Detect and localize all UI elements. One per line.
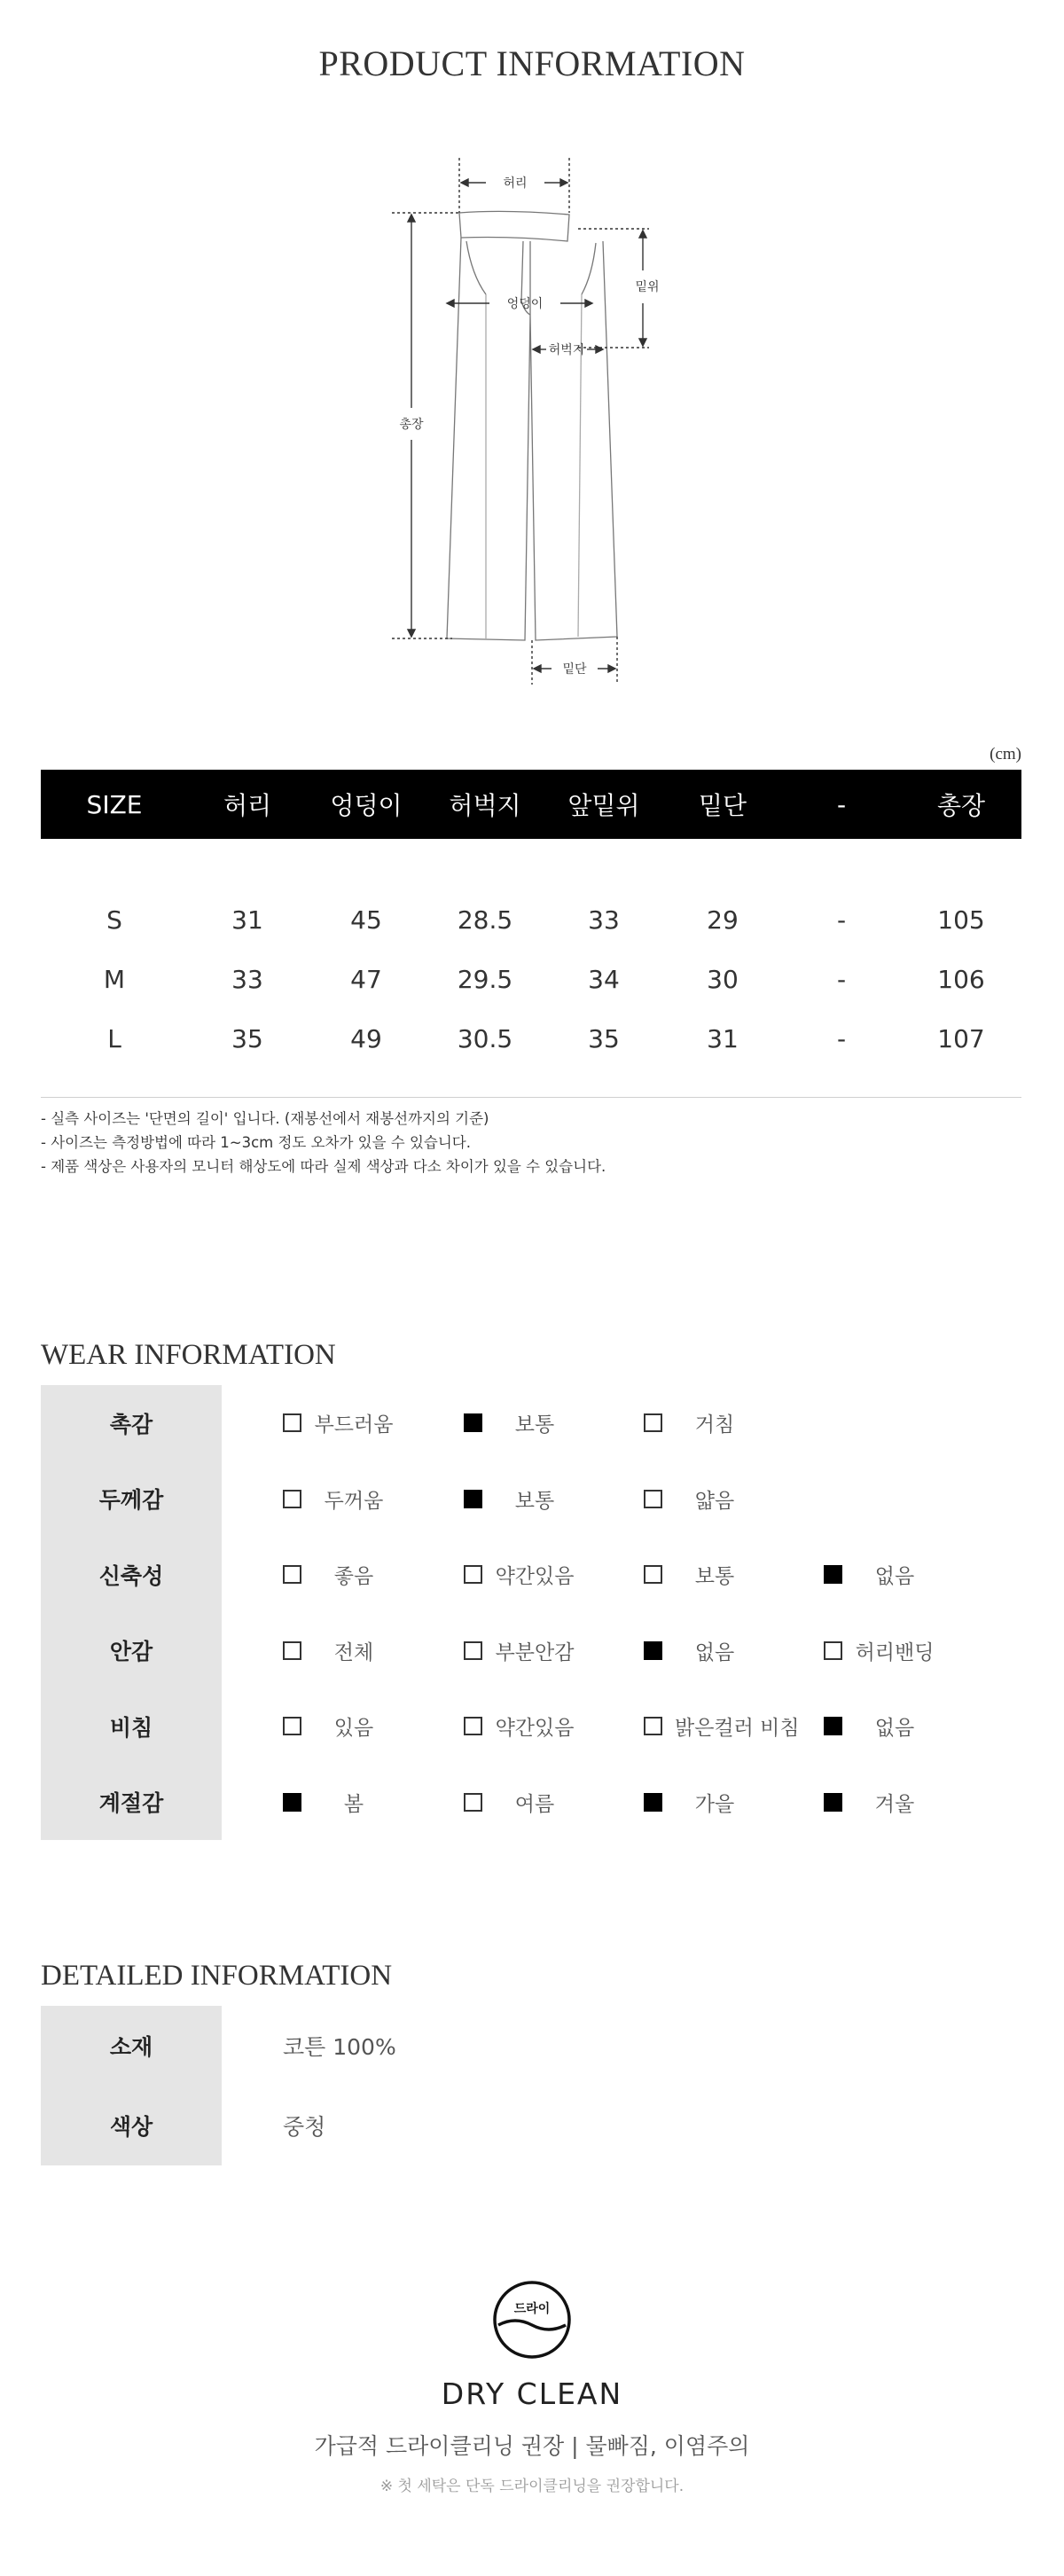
wear-option [464,1688,575,1765]
wear-option-label: 보통 [514,1489,555,1513]
wear-option [644,1688,800,1765]
unchecked-box-icon [824,1641,842,1660]
table-cell: 34 [588,965,620,994]
detail-value: 코튼 100% [283,2034,396,2060]
wear-row [41,1461,1021,1538]
table-cell: 31 [231,905,263,935]
wear-row [41,1537,1021,1613]
table-cell: - [836,965,847,994]
label-rise: 밑위 [635,280,660,294]
wear-option [283,1613,394,1689]
label-length: 총장 [399,418,424,432]
wear-option [464,1537,575,1613]
unchecked-box-icon [283,1490,301,1508]
wear-option [644,1461,755,1538]
unchecked-box-icon [464,1717,482,1735]
table-cell: - [836,905,847,935]
table-cell: - [836,1024,847,1053]
wear-option-label: 부분안감 [495,1640,575,1664]
table-cell: 35 [588,1024,620,1053]
wear-option [464,1461,575,1538]
unchecked-box-icon [283,1641,301,1660]
checked-box-icon [644,1641,662,1660]
wear-label: 비침 [41,1688,222,1765]
detail-row-color [41,2086,1021,2165]
wear-option [283,1537,394,1613]
table-cell: L [107,1024,121,1053]
wear-row [41,1688,1021,1765]
note-line: - 제품 색상은 사용자의 모니터 해상도에 따라 실제 색상과 다소 차이가 있을 수 있습니다. [41,1158,606,1175]
checked-box-icon [464,1490,482,1508]
wear-option [464,1385,575,1461]
detail-label: 소재 [41,2006,222,2086]
table-cell: 29.5 [457,965,513,994]
unchecked-box-icon [464,1565,482,1584]
wear-option-label: 없음 [874,1565,915,1589]
wear-information-title: WEAR INFORMATION [41,1339,336,1371]
wear-option [824,1537,935,1613]
wear-option-label: 좋음 [333,1565,374,1589]
label-hem: 밑단 [562,662,587,677]
wear-option [644,1613,755,1689]
table-row [41,890,1021,950]
size-table [41,770,1021,1069]
header-cell: 허리 [223,791,272,820]
care-title: DRY CLEAN [441,2376,623,2411]
header-cell: 총장 [936,791,986,820]
table-cell: 107 [937,1024,985,1053]
note-line: - 실측 사이즈는 '단면의 길이' 입니다. (재봉선에서 재봉선까지의 기준) [41,1110,489,1127]
wear-option-label: 허리밴딩 [855,1640,935,1664]
care-description: 가급적 드라이클리닝 권장 | 물빠짐, 이염주의 [314,2433,750,2459]
size-notes [41,1107,606,1178]
unchecked-box-icon [283,1565,301,1584]
care-instructions [0,2279,1064,2495]
wear-label: 안감 [41,1613,222,1689]
wear-option-label: 없음 [874,1717,915,1741]
table-row [41,950,1021,1009]
checked-box-icon [644,1793,662,1812]
detail-row-material [41,2006,1021,2086]
checked-box-icon [824,1565,842,1584]
wear-option-label: 보통 [694,1565,735,1589]
wear-option-label: 보통 [514,1413,555,1437]
divider [41,1097,1021,1098]
table-row [41,1009,1021,1069]
wear-option [283,1385,394,1461]
unchecked-box-icon [464,1641,482,1660]
wear-option [824,1688,935,1765]
care-note: ※ 첫 세탁은 단독 드라이클리닝을 권장합니다. [379,2478,685,2495]
wear-information-table [41,1385,1021,1840]
wear-option [283,1461,394,1538]
checked-box-icon [824,1717,842,1735]
page-title: PRODUCT INFORMATION [318,43,746,83]
unchecked-box-icon [644,1565,662,1584]
wear-row [41,1765,1021,1841]
table-cell: S [106,905,122,935]
dry-clean-icon [491,2279,573,2361]
wear-option [644,1537,755,1613]
dry-clean-icon-label: 드라이 [513,2302,551,2316]
table-cell: 49 [350,1024,382,1053]
wear-row [41,1385,1021,1461]
wear-option [824,1765,935,1841]
wear-label: 신축성 [41,1537,222,1613]
detail-value: 중청 [283,2114,326,2140]
wear-option-label: 두꺼움 [324,1489,384,1513]
table-cell: 45 [350,905,382,935]
wear-option-label: 밝은컬러 비침 [675,1717,800,1741]
wear-option-label: 전체 [333,1640,374,1664]
header-cell: SIZE [86,789,143,819]
wear-option [464,1765,575,1841]
wear-option-label: 가을 [694,1792,735,1816]
table-cell: 47 [350,965,382,994]
table-cell: 28.5 [457,905,513,935]
wear-option-label: 약간있음 [495,1717,575,1741]
unchecked-box-icon [644,1717,662,1735]
header-cell: 앞밑위 [567,791,640,820]
note-line: - 사이즈는 측정방법에 따라 1~3cm 정도 오차가 있을 수 있습니다. [41,1134,471,1151]
header-cell: - [836,789,847,819]
table-cell: 31 [707,1024,739,1053]
table-cell: 105 [937,905,985,935]
detailed-information-title: DETAILED INFORMATION [41,1960,393,1992]
checked-box-icon [824,1793,842,1812]
unchecked-box-icon [464,1793,482,1812]
label-thigh: 허벅지 [548,343,585,357]
wear-option-label: 없음 [694,1640,735,1664]
table-cell: 33 [588,905,620,935]
unchecked-box-icon [644,1490,662,1508]
header-cell: 엉덩이 [330,791,403,820]
table-cell: 30 [707,965,739,994]
wear-option-label: 약간있음 [495,1565,575,1589]
header-cell: 밑단 [698,791,747,820]
wear-option [644,1765,755,1841]
table-cell: 33 [231,965,263,994]
wear-option [283,1765,394,1841]
checked-box-icon [283,1793,301,1812]
table-cell: 29 [707,905,739,935]
wear-option-label: 거침 [694,1413,735,1437]
detail-label: 색상 [41,2086,222,2165]
wear-option-label: 여름 [514,1792,555,1816]
table-cell: 106 [937,965,985,994]
pants-measurement-diagram [372,142,692,709]
wear-row [41,1613,1021,1689]
wear-label: 두께감 [41,1461,222,1538]
header-cell: 허벅지 [449,791,521,820]
unit-label: (cm) [990,745,1021,763]
wear-label: 계절감 [41,1765,222,1841]
checked-box-icon [464,1413,482,1432]
label-waist: 허리 [503,176,528,191]
wear-option-label: 부드러움 [314,1413,394,1437]
wear-option-label: 있음 [333,1717,374,1741]
wear-option [824,1613,935,1689]
wear-option [464,1613,575,1689]
label-hip: 엉덩이 [506,297,544,311]
unchecked-box-icon [283,1413,301,1432]
unchecked-box-icon [283,1717,301,1735]
table-cell: 30.5 [457,1024,513,1053]
table-cell: M [103,965,126,994]
wear-option [283,1688,394,1765]
detailed-information-table [41,2006,1021,2165]
wear-option [644,1385,755,1461]
unchecked-box-icon [644,1413,662,1432]
size-table-header [41,770,1021,839]
table-cell: 35 [231,1024,263,1053]
wear-option-label: 봄 [343,1792,364,1816]
wear-option-label: 얇음 [694,1489,735,1513]
wear-option-label: 겨울 [874,1792,915,1816]
wear-label: 촉감 [41,1385,222,1461]
